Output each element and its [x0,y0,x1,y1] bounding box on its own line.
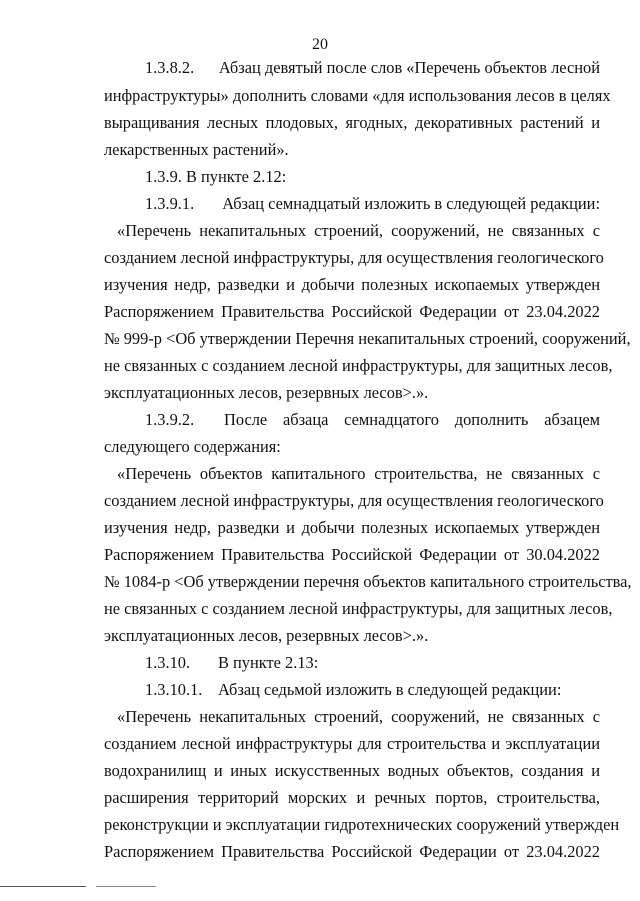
paragraph-line: выращивания лесных плодовых, ягодных, декоративных растений и [104,113,600,132]
quote-line: расширения территорий морских и речных портов, строительства, [104,788,600,807]
quote-line: созданием лесной инфраструктуры, для осуществления геологического [104,491,604,510]
paragraph-line: Абзац девятый после слов «Перечень объектов лесной [218,58,600,77]
page-number: 20 [312,36,328,53]
quote-line: изучения недр, разведки и добычи полезных ископаемых утвержден [104,275,600,294]
quote-line: эксплуатационных лесов, резервных лесов>.». [104,626,429,645]
quote-line: не связанных с созданием лесной инфраструктуры, для защитных лесов, [104,599,613,618]
quote-line: созданием лесной инфраструктуры для строительства и эксплуатации [104,734,600,753]
item-1-3-10-1-heading [145,680,600,700]
paragraph-line: следующего содержания: [104,437,281,456]
quote-line: реконструкции и эксплуатации гидротехнических сооружений утвержден [104,815,620,834]
item-number: 1.3.9.1. [145,194,195,213]
paragraph-line: инфраструктуры» дополнить словами «для использования лесов в целях [104,86,611,105]
paragraph-line: Абзац седьмой изложить в следующей редакции: [218,680,562,699]
quote-line: не связанных с созданием лесной инфраструктуры, для защитных лесов, [104,356,613,375]
item-1-3-9-2-heading [145,410,600,430]
quote-line: эксплуатационных лесов, резервных лесов>.». [104,383,429,402]
quote-line: «Перечень некапитальных строений, сооружений, не связанных с [117,707,600,726]
item-number: 1.3.10. [145,653,191,672]
quote-line: № 1084-р <Об утверждении перечня объектов капитального строительства, [104,572,632,591]
quote-line: созданием лесной инфраструктуры, для осуществления геологического [104,248,604,267]
item-1-3-9-1-heading [145,194,600,214]
paragraph-line: Абзац семнадцатый изложить в следующей редакции: [222,194,600,213]
paragraph-line: После абзаца семнадцатого дополнить абзацем [224,410,600,429]
quote-line: «Перечень некапитальных строений, сооружений, не связанных с [117,221,600,240]
quote-line: изучения недр, разведки и добычи полезных ископаемых утвержден [104,518,600,537]
paragraph-line: В пункте 2.13: [218,653,319,672]
quote-line: «Перечень объектов капитального строительства, не связанных с [117,464,600,483]
footer-divider [96,886,156,887]
quote-line: Распоряжением Правительства Российской Федерации от 23.04.2022 [104,842,600,861]
item-number: 1.3.10.1. [145,680,203,699]
item-1-3-10-heading [145,653,600,673]
quote-line: водохранилищ и иных искусственных водных объектов, создания и [104,761,600,780]
item-1-3-8-2-heading [145,58,600,78]
item-number: 1.3.9.2. [145,410,195,429]
quote-line: Распоряжением Правительства Российской Федерации от 30.04.2022 [104,545,600,564]
quote-line: № 999-р <Об утверждении Перечня некапитальных строений, сооружений, [104,329,631,348]
paragraph-line: лекарственных растений». [104,140,289,159]
quote-line: Распоряжением Правительства Российской Федерации от 23.04.2022 [104,302,600,321]
item-1-3-9-heading: 1.3.9. В пункте 2.12: [145,167,287,186]
item-number: 1.3.8.2. [145,58,195,77]
footer-divider [0,886,86,887]
